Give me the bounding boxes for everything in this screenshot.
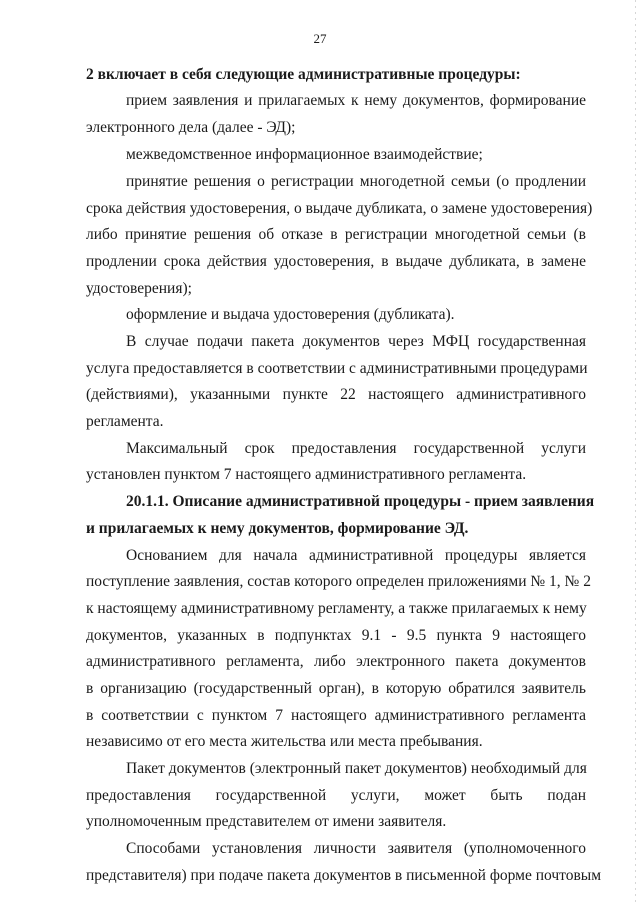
text-line: представителя) при подаче пакета документов в письменной форме почтовым: [86, 867, 602, 884]
text-line: в организацию (государственный орган), в которую обратился заявитель: [86, 680, 586, 697]
text-line: В случае подачи пакета документов через МФЦ государственная: [126, 333, 586, 350]
text-line: регламента.: [86, 413, 164, 430]
text-line: Пакет документов (электронный пакет документов) необходимый для: [126, 760, 587, 777]
text-line: принятие решения о регистрации многодетной семьи (о продлении: [126, 173, 586, 190]
text-line: в соответствии с пунктом 7 настоящего административного регламента: [86, 707, 586, 724]
text-line: оформление и выдача удостоверения (дубликата).: [126, 306, 455, 323]
section-heading: 20.1.1. Описание административной процедуры - прием заявления: [126, 493, 595, 510]
text-line: к настоящему административному регламенту, а также прилагаемых к нему: [86, 600, 587, 617]
text-line: прием заявления и прилагаемых к нему документов, формирование: [126, 92, 586, 109]
text-line: документов, указанных в подпунктах 9.1 - 9.5 пункта 9 настоящего: [86, 627, 586, 644]
section-heading: и прилагаемых к нему документов, формирование ЭД.: [86, 520, 469, 537]
text-line: услуга предоставляется в соответствии с административными процедурами: [86, 360, 588, 377]
text-line: продлении срока действия удостоверения, в выдаче дубликата, в замене: [86, 253, 586, 270]
text-line: уполномоченным представителем от имени заявителя.: [86, 813, 447, 830]
text-line: электронного дела (далее - ЭД);: [86, 119, 296, 136]
text-line: удостоверения);: [86, 280, 192, 297]
text-line: межведомственное информационное взаимодействие;: [126, 146, 483, 163]
page-number: 27: [313, 31, 327, 46]
text-line: 2 включает в себя следующие административные процедуры:: [86, 66, 521, 83]
text-line: независимо от его места жительства или места пребывания.: [86, 733, 483, 750]
text-line: Максимальный срок предоставления государственной услуги: [126, 440, 586, 457]
text-line: либо принятие решения об отказе в регистрации многодетной семьи (в: [86, 226, 586, 243]
scan-edge-line: [635, 0, 636, 905]
text-line: Способами установления личности заявителя (уполномоченного: [126, 840, 586, 857]
text-line: установлен пунктом 7 настоящего административного регламента.: [86, 466, 527, 483]
text-line: (действиями), указанными пункте 22 настоящего административного: [86, 386, 586, 403]
text-line: поступление заявления, состав которого определен приложениями № 1, № 2: [86, 573, 591, 590]
text-line: предоставления государственной услуги, может быть подан: [86, 787, 586, 804]
text-line: срока действия удостоверения, о выдаче дубликата, о замене удостоверения): [86, 200, 593, 217]
text-line: Основанием для начала административной процедуры является: [126, 547, 586, 564]
text-line: административного регламента, либо электронного пакета документов: [86, 653, 586, 670]
